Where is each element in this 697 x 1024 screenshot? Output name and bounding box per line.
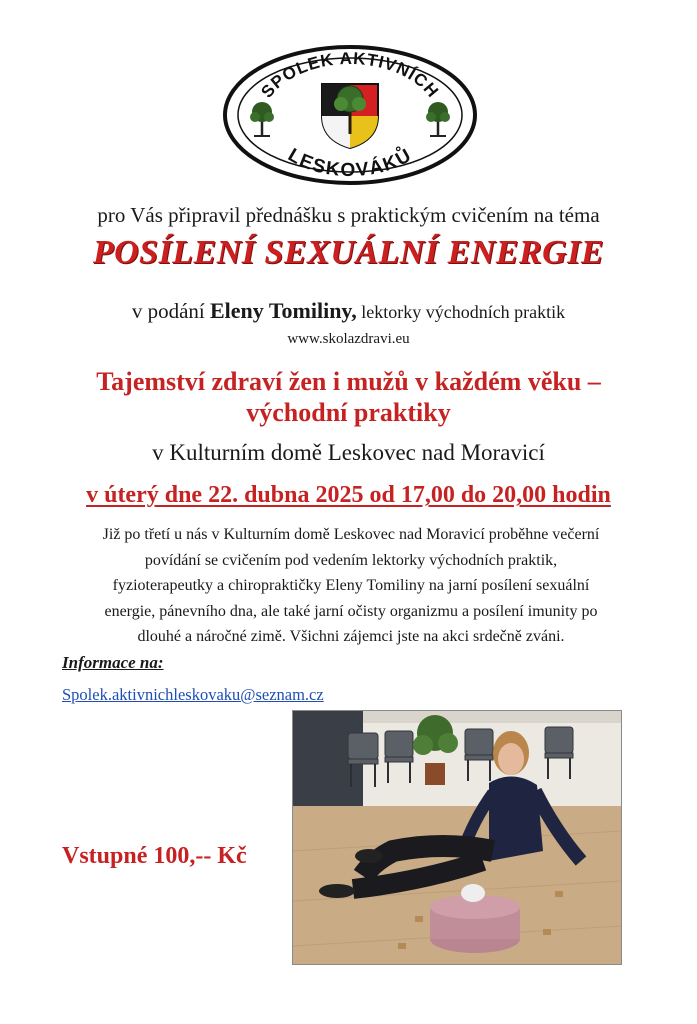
description-line: dlouhé a náročné zimě. Všichni zájemci jste na akci srdečně zváni.: [137, 628, 565, 645]
logo-bottom-text: LESKOVÁKŮ: [284, 144, 416, 182]
coat-of-arms-with-tree-icon: [322, 84, 378, 148]
subtitle-line-2: východní praktiky: [246, 398, 451, 427]
description-line: Již po třetí u nás v Kulturním domě Leskovec nad Moravicí proběhne večerní: [102, 526, 600, 543]
subtitle-line-1: Tajemství zdraví žen i mužů v každém věku –: [96, 367, 601, 396]
presenter-line: [0, 298, 697, 324]
event-description: [66, 522, 636, 650]
presenter-role: lektorky východních praktik: [356, 302, 566, 322]
description-line: povídání se cvičením pod vedením lektorky východních praktik,: [144, 551, 558, 569]
intro-text: pro Vás připravil přednášku s praktickým cvičením na téma: [97, 203, 600, 227]
info-label: Informace na:: [62, 653, 164, 672]
event-datetime-text: v úterý dne 22. dubna 2025 od 17,00 do 20,00 hodin: [86, 482, 611, 508]
description-line: energie, pánevního dna, ale také jarní očisty organizmu a posílení imunity po: [104, 602, 598, 620]
logo-top-text: SPOLEK AKTIVNÍCH: [257, 48, 443, 102]
description-line: fyzioterapeutky a chiropraktičky Eleny Tomiliny na jarní posílení sexuální: [112, 577, 590, 594]
entry-price: Vstupné 100,-- Kč: [62, 843, 247, 869]
club-logo: [222, 44, 478, 186]
website-text: www.skolazdravi.eu: [287, 331, 410, 347]
venue-text: v Kulturním domě Leskovec nad Moravicí: [152, 440, 545, 465]
headline: POSÍLENÍ SEXUÁLNÍ ENERGIE: [92, 234, 605, 271]
email-link[interactable]: Spolek.aktivnichleskovaku@seznam.cz: [62, 685, 324, 704]
presenter-name: Eleny Tomiliny,: [209, 298, 357, 323]
presenter-prefix: v podání: [131, 299, 210, 323]
presenter-photo: [292, 710, 622, 965]
event-datetime: [0, 482, 697, 509]
